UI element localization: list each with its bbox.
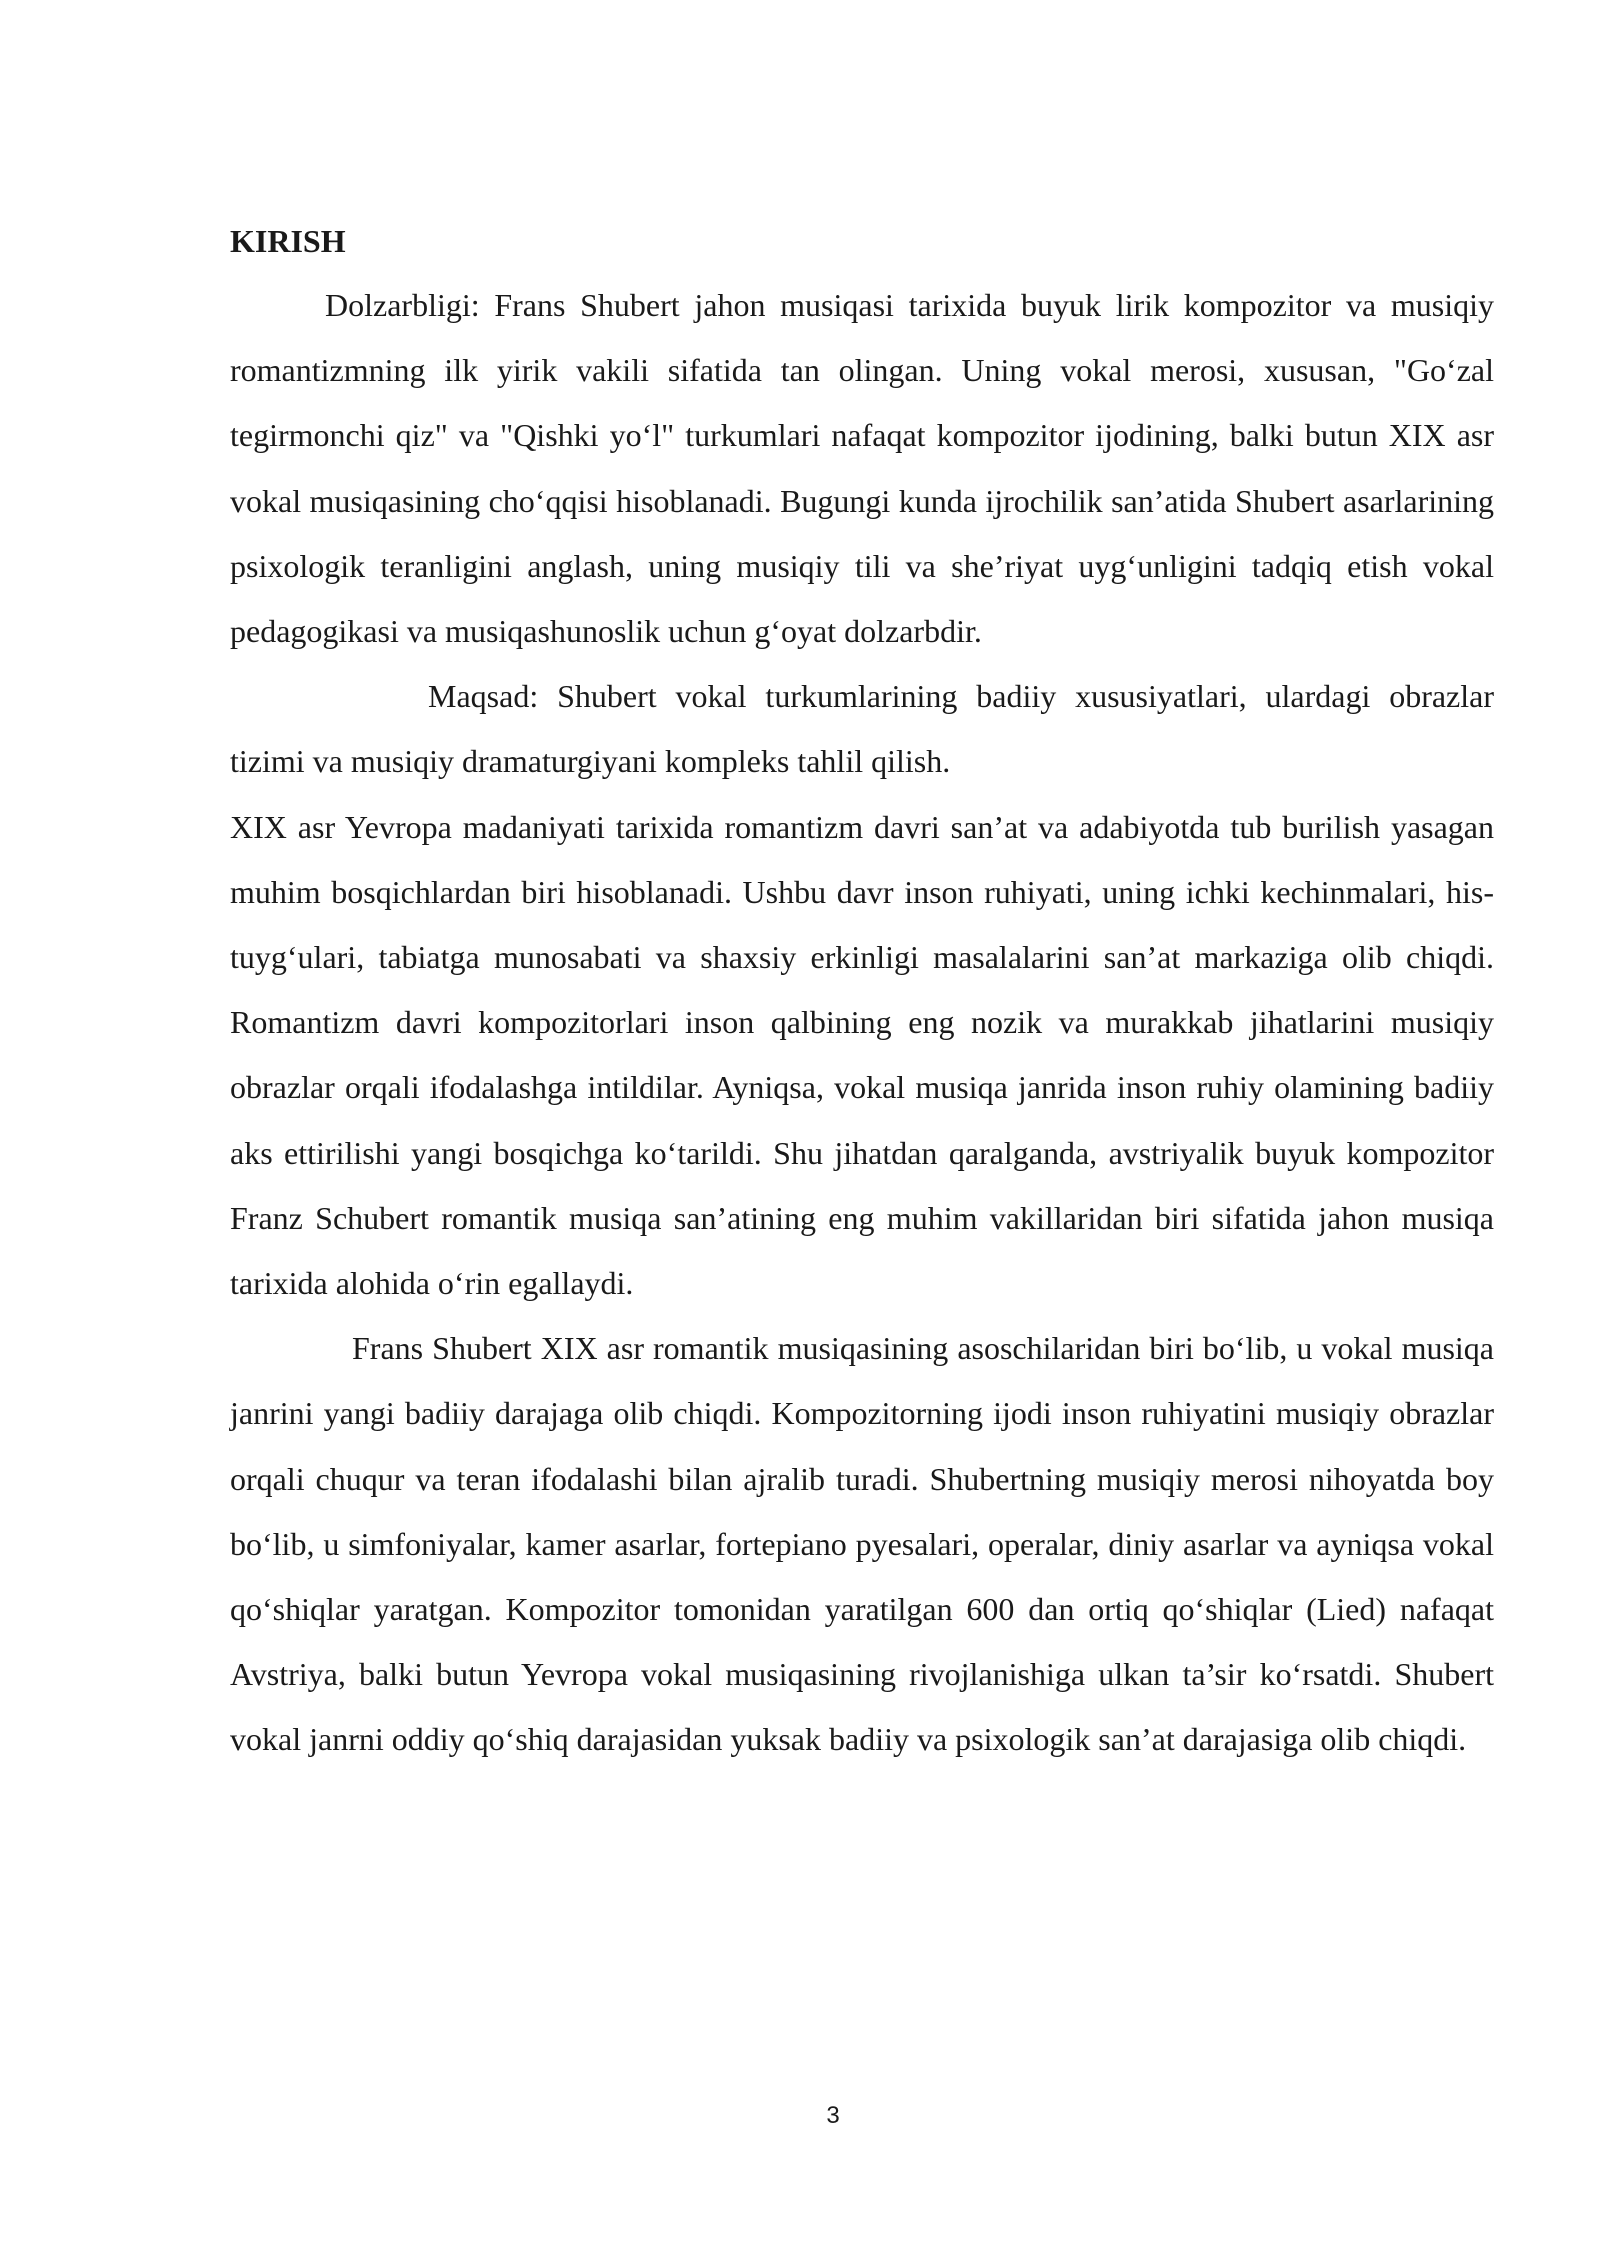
paragraph-romanticism: XIX asr Yevropa madaniyati tarixida romantizm davri san’at va adabiyotda tub burilish yasagan muhim bosqichlardan biri hisoblanadi. Ushbu davr inson ruhiyati, uning ichki kechinmalari, his-tuyg‘ulari, tabiatga munosabati va shaxsiy erkinligi masalalarini san’at markaziga olib chiqdi. Romantizm davri kompozitorlari inson qalbining eng nozik va murakkab jihatlarini musiqiy obrazlar orqali ifodalashga intildilar. Ayniqsa, vokal musiqa janrida inson ruhiy olamining badiiy aks ettirilishi yangi bosqichga ko‘tarildi. Shu jihatdan qaralganda, avstriyalik buyuk kompozitor Franz Schubert romantik musiqa san’atining eng muhim vakillaridan biri sifatida jahon musiqa tarixida alohida o‘rin egallaydi. bbox=[230, 808, 1494, 1302]
paragraph-schubert: Frans Shubert XIX asr romantik musiqasining asoschilaridan biri bo‘lib, u vokal musiqa janrini yangi badiiy darajaga olib chiqdi. Kompozitorning ijodi inson ruhiyatini musiqiy obrazlar orqali chuqur va teran ifodalashi bilan ajralib turadi. Shubertning musiqiy merosi nihoyatda boy bo‘lib, u simfoniyalar, kamer asarlar, fortepiano pyesalari, operalar, diniy asarlar va ayniqsa vokal qo‘shiqlar yaratgan. Kompozitor tomonidan yaratilgan 600 dan ortiq qo‘shiqlar (Lied) nafaqat Avstriya, balki butun Yevropa vokal musiqasining rivojlanishiga ulkan ta’sir ko‘rsatdi. Shubert vokal janrni oddiy qo‘shiq darajasidan yuksak badiiy va psixologik san’at darajasiga olib chiqdi. bbox=[230, 1330, 1494, 1758]
page-body bbox=[230, 215, 1494, 1773]
page-number: 3 bbox=[826, 2102, 840, 2129]
paragraph-goal: Maqsad: Shubert vokal turkumlarining badiiy xususiyatlari, ulardagi obrazlar tizimi va musiqiy dramaturgiyani kompleks tahlil qilish. bbox=[230, 678, 1494, 780]
section-heading: KIRISH bbox=[230, 223, 346, 259]
paragraph-relevance: Dolzarbligi: Frans Shubert jahon musiqasi tarixida buyuk lirik kompozitor va musiqiy romantizmning ilk yirik vakili sifatida tan olingan. Uning vokal merosi, xususan, "Go‘zal tegirmonchi qiz" va "Qishki yo‘l" turkumlari nafaqat kompozitor ijodining, balki butun XIX asr vokal musiqasining cho‘qqisi hisoblanadi. Bugungi kunda ijrochilik san’atida Shubert asarlarining psixologik teranligini anglash, uning musiqiy tili va she’riyat uyg‘unligini tadqiq etish vokal pedagogikasi va musiqashunoslik uchun g‘oyat dolzarbdir. bbox=[230, 287, 1494, 650]
